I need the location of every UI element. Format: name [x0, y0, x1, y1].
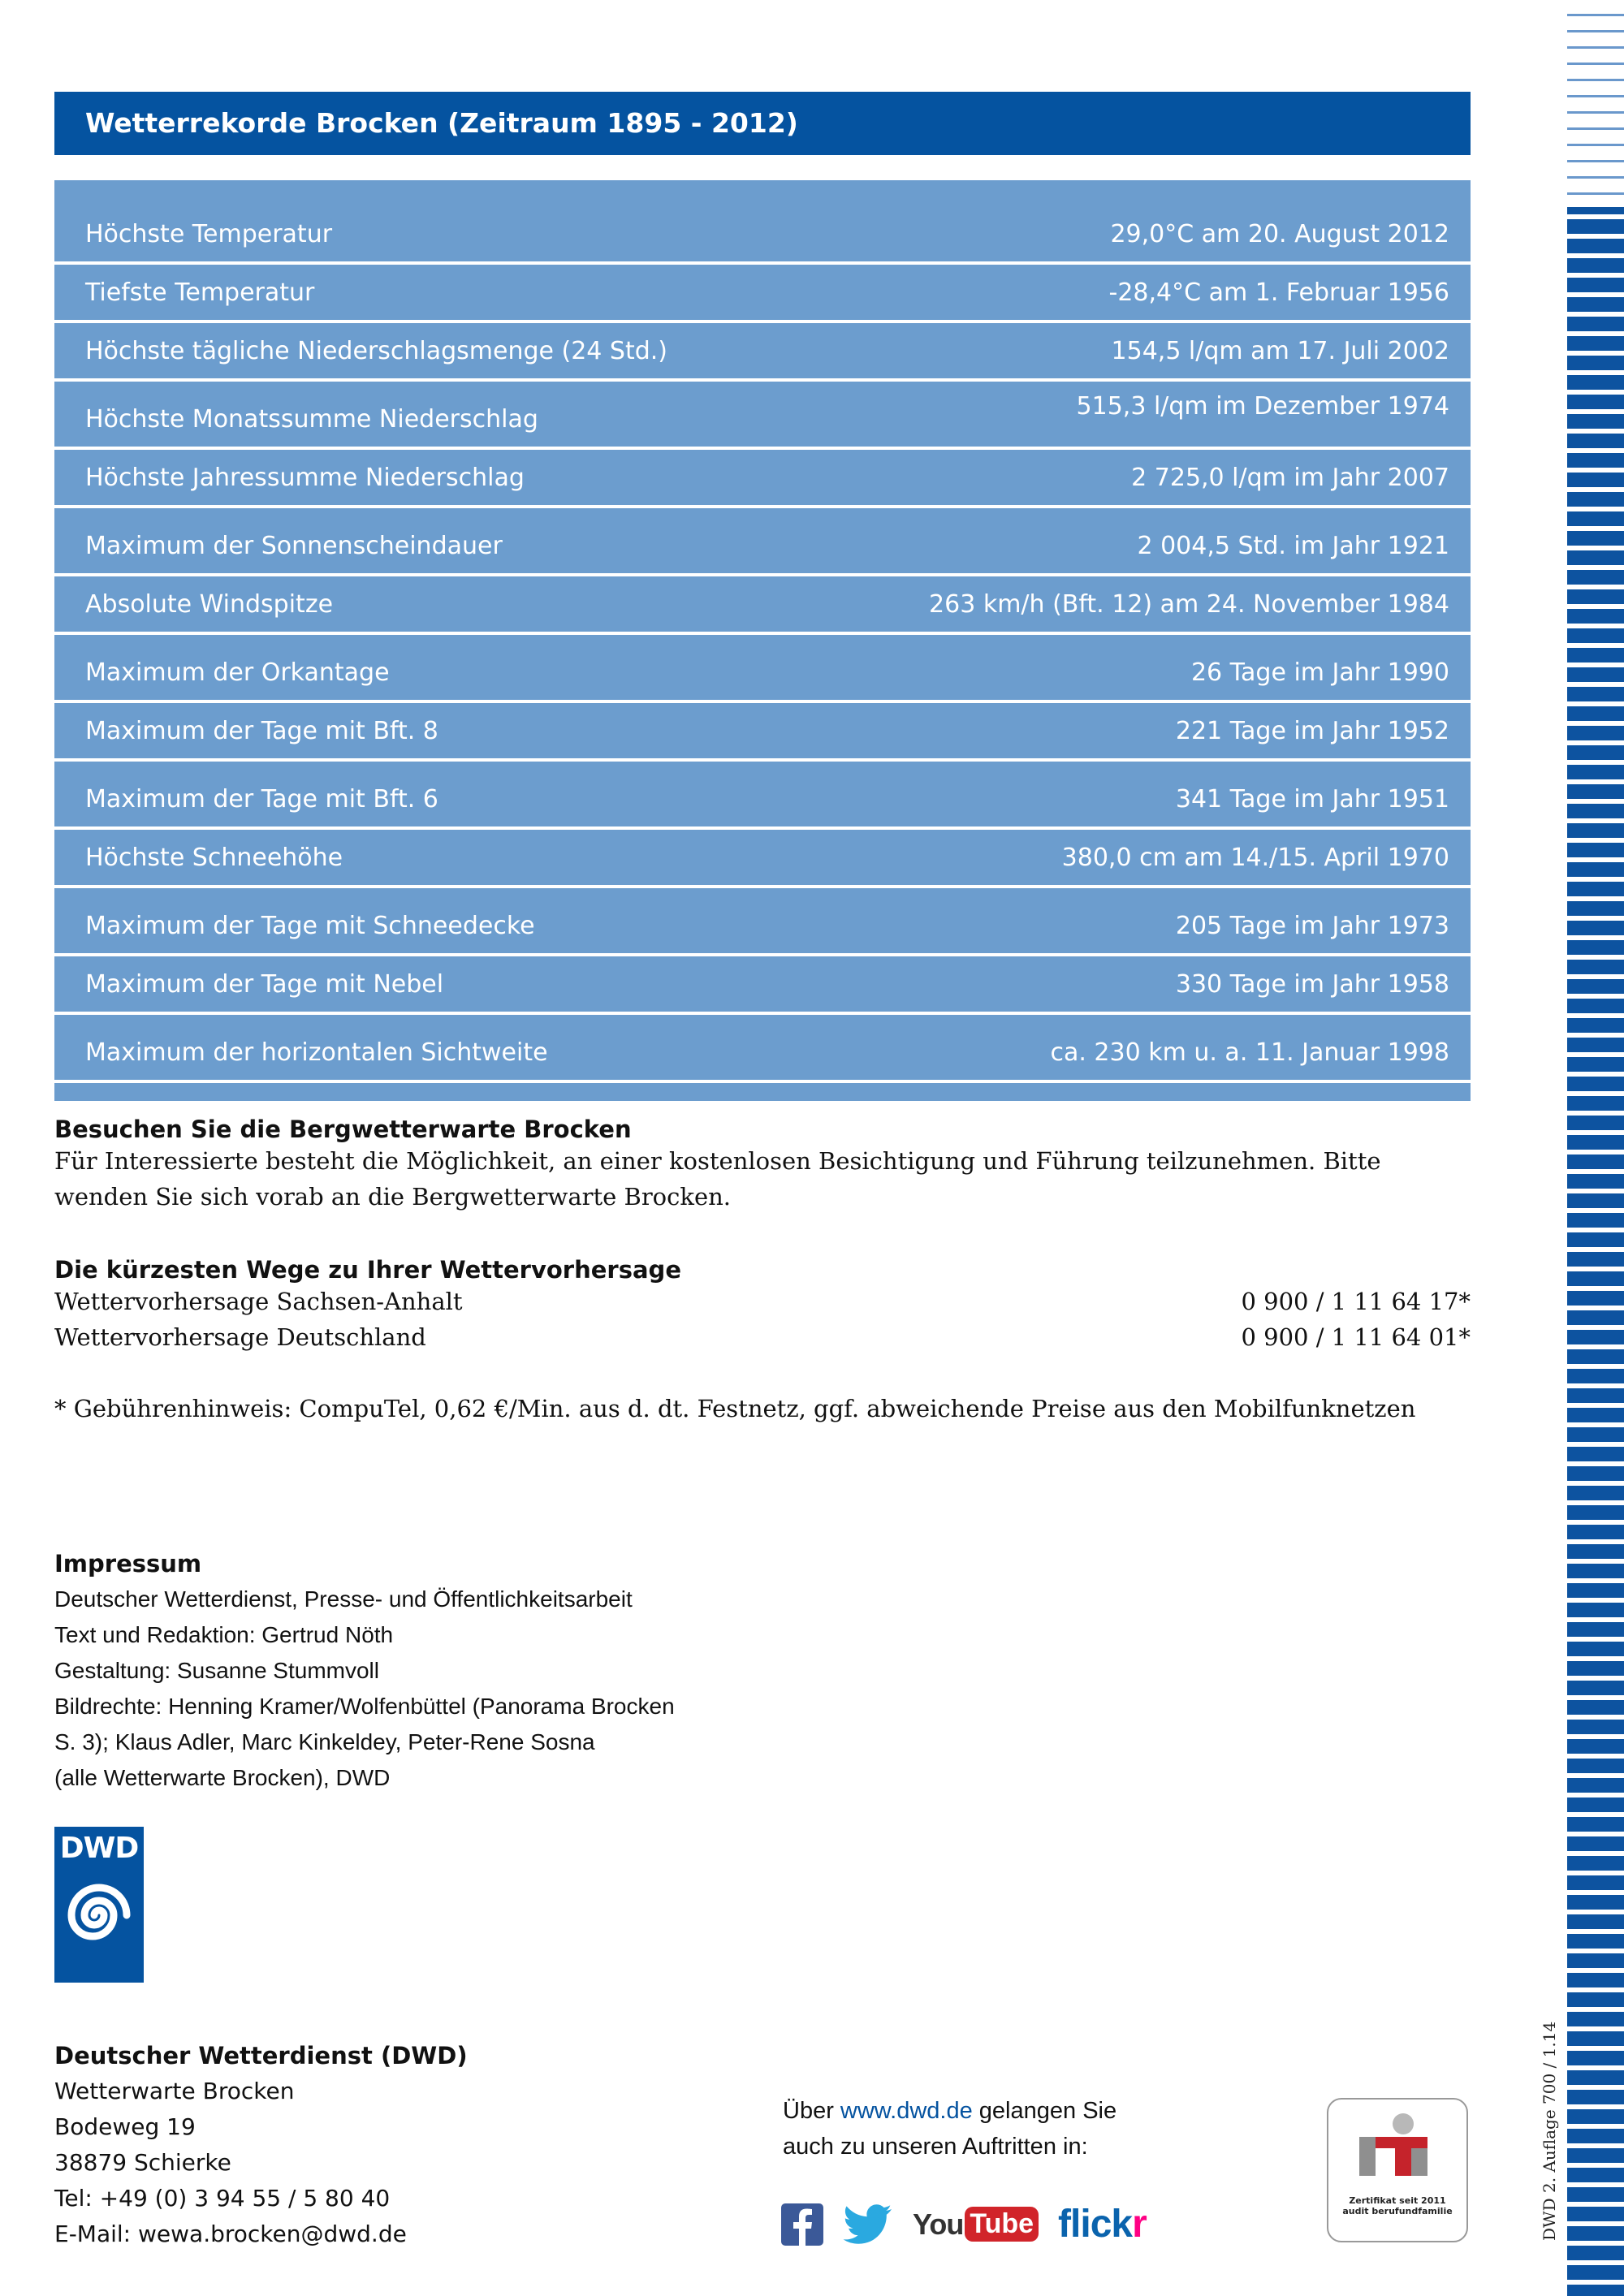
table-row: [54, 888, 1471, 956]
record-value: 2 004,5 Std. im Jahr 1921: [1137, 532, 1449, 560]
records-title: Wetterrekorde Brocken (Zeitraum 1895 - 2012): [54, 92, 1471, 155]
table-row: [54, 703, 1471, 762]
forecast-number: 0 900 / 1 11 64 17*: [1241, 1288, 1471, 1315]
contact-title: Deutscher Wetterdienst (DWD): [54, 2042, 468, 2069]
contact-line: Bodeweg 19: [54, 2113, 196, 2140]
record-value: 341 Tage im Jahr 1951: [1175, 785, 1449, 814]
audit-berufundfamilie-logo-icon: [1328, 2100, 1470, 2195]
record-label: Maximum der horizontalen Sichtweite: [85, 1038, 548, 1067]
flickr-text-b: r: [1132, 2203, 1147, 2246]
record-value: 29,0°C am 20. August 2012: [1110, 220, 1449, 248]
record-value: 515,3 l/qm im Dezember 1974: [1076, 392, 1449, 421]
record-label: Maximum der Tage mit Nebel: [85, 970, 444, 999]
visit-text-line-2: wenden Sie sich vorab an die Bergwetterwarte Brocken.: [54, 1183, 732, 1211]
dwd-spiral-logo-icon: [54, 1865, 144, 1970]
contact-line: Wetterwarte Brocken: [54, 2078, 295, 2104]
record-value: 263 km/h (Bft. 12) am 24. November 1984: [929, 590, 1449, 619]
contact-line: 38879 Schierke: [54, 2149, 231, 2176]
social-prefix: Über: [783, 2098, 840, 2124]
table-row: [54, 635, 1471, 703]
table-row: [54, 265, 1471, 323]
decorative-stripes-top: [1567, 0, 1624, 207]
certificate-text: [1328, 2195, 1466, 2216]
table-row: [54, 1015, 1471, 1083]
forecast-number: 0 900 / 1 11 64 01*: [1241, 1323, 1471, 1351]
record-label: Maximum der Tage mit Bft. 8: [85, 717, 438, 745]
record-value: 380,0 cm am 14./15. April 1970: [1061, 844, 1449, 872]
record-value: 2 725,0 l/qm im Jahr 2007: [1131, 464, 1449, 492]
social-suffix: gelangen Sie: [972, 2098, 1117, 2124]
list-item: [54, 1319, 1471, 1355]
record-value: 221 Tage im Jahr 1952: [1175, 717, 1449, 745]
impressum-line: S. 3); Klaus Adler, Marc Kinkeldey, Peter-Rene Sosna: [54, 1729, 595, 1754]
table-row: [54, 508, 1471, 576]
record-label: Absolute Windspitze: [85, 590, 334, 619]
record-label: Maximum der Tage mit Bft. 6: [85, 785, 438, 814]
table-row: [54, 180, 1471, 265]
table-footer-band: [54, 1083, 1471, 1101]
record-label: Maximum der Sonnenscheindauer: [85, 532, 503, 560]
record-label: Höchste Schneehöhe: [85, 844, 343, 872]
imprint-code: DWD 2. Auflage 700 / 1.14: [1540, 2021, 1559, 2241]
forecast-section: [54, 1256, 1471, 1426]
table-row: [54, 450, 1471, 508]
certificate-badge: [1327, 2098, 1468, 2242]
dwd-website-link[interactable]: www.dwd.de: [840, 2098, 973, 2124]
record-label: Maximum der Orkantage: [85, 658, 390, 687]
dwd-logo: [54, 1827, 144, 1983]
impressum-line: Deutscher Wetterdienst, Presse- und Öffentlichkeitsarbeit: [54, 1586, 633, 1612]
flickr-icon[interactable]: [1058, 2202, 1147, 2246]
record-value: -28,4°C am 1. Februar 1956: [1108, 278, 1449, 307]
record-value: 26 Tage im Jahr 1990: [1190, 658, 1449, 687]
impressum-line: (alle Wetterwarte Brocken), DWD: [54, 1765, 391, 1790]
social-line-2: auch zu unseren Auftritten in:: [783, 2134, 1088, 2160]
forecast-label: Wettervorhersage Deutschland: [54, 1323, 426, 1351]
youtube-icon[interactable]: [913, 2207, 1039, 2242]
table-row: [54, 323, 1471, 382]
table-row: [54, 830, 1471, 888]
certificate-line-2: audit berufundfamilie: [1342, 2206, 1453, 2216]
twitter-icon[interactable]: [843, 2203, 893, 2246]
impressum-title: Impressum: [54, 1550, 202, 1577]
visit-section: [54, 1116, 1471, 1215]
record-label: Höchste tägliche Niederschlagsmenge (24 Std.): [85, 337, 667, 365]
list-item: [54, 1284, 1471, 1319]
record-label: Tiefste Temperatur: [85, 278, 315, 307]
certificate-line-1: Zertifikat seit 2011: [1349, 2195, 1446, 2206]
record-value: 330 Tage im Jahr 1958: [1175, 970, 1449, 999]
impressum-line: Text und Redaktion: Gertrud Nöth: [54, 1622, 394, 1647]
contact-section: [54, 2038, 468, 2252]
youtube-tube: Tube: [965, 2207, 1039, 2242]
impressum-line: Bildrechte: Henning Kramer/Wolfenbüttel (Panorama Brocken: [54, 1694, 675, 1719]
contact-email[interactable]: E-Mail: wewa.brocken@dwd.de: [54, 2220, 407, 2247]
table-row: [54, 576, 1471, 635]
records-table: [54, 180, 1471, 1101]
record-label: Höchste Monatssumme Niederschlag: [85, 405, 538, 434]
social-text: [783, 2093, 1116, 2164]
table-row: [54, 762, 1471, 830]
youtube-you: You: [913, 2207, 964, 2241]
visit-title: Besuchen Sie die Bergwetterwarte Brocken: [54, 1116, 632, 1143]
table-row: [54, 382, 1471, 450]
forecast-title: Die kürzesten Wege zu Ihrer Wettervorhersage: [54, 1256, 681, 1284]
record-value: ca. 230 km u. a. 11. Januar 1998: [1050, 1038, 1449, 1067]
record-label: Höchste Jahressumme Niederschlag: [85, 464, 525, 492]
record-value: 205 Tage im Jahr 1973: [1175, 912, 1449, 940]
social-icons: [781, 2202, 1147, 2246]
decorative-stripes: [1567, 0, 1624, 2296]
fee-note: * Gebührenhinweis: CompuTel, 0,62 €/Min. aus d. dt. Festnetz, ggf. abweichende Preise aus den Mobilfunknetzen: [54, 1395, 1416, 1422]
impressum-line: Gestaltung: Susanne Stummvoll: [54, 1658, 379, 1683]
record-value: 154,5 l/qm am 17. Juli 2002: [1111, 337, 1449, 365]
visit-text-line-1: Für Interessierte besteht die Möglichkeit, an einer kostenlosen Besichtigung und Führung teilzunehmen. Bitte: [54, 1147, 1381, 1175]
table-row: [54, 956, 1471, 1015]
record-label: Höchste Temperatur: [85, 220, 333, 248]
flickr-text-a: flick: [1058, 2203, 1133, 2246]
record-label: Maximum der Tage mit Schneedecke: [85, 912, 535, 940]
logo-text: DWD: [59, 1832, 139, 1865]
facebook-icon[interactable]: [781, 2203, 823, 2246]
impressum-section: [54, 1546, 1471, 1796]
forecast-label: Wettervorhersage Sachsen-Anhalt: [54, 1288, 463, 1315]
contact-line: Tel: +49 (0) 3 94 55 / 5 80 40: [54, 2185, 391, 2212]
